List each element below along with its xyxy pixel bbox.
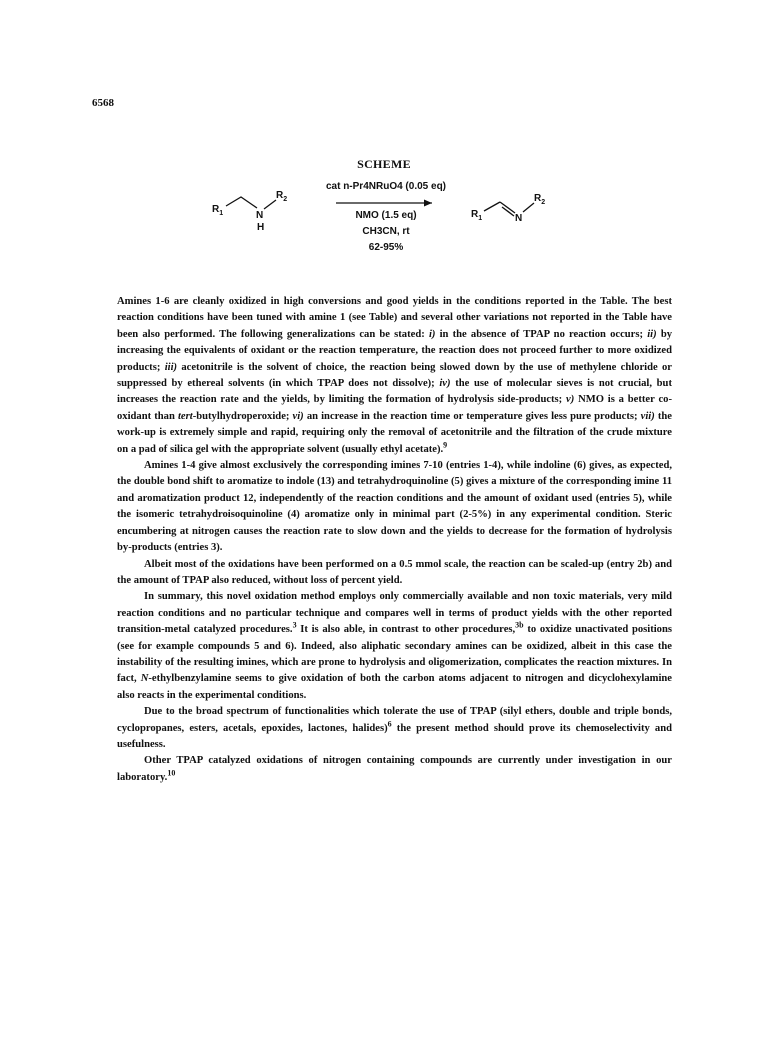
product-r1: $R_1$ <box>471 209 483 222</box>
text-span: acetonitrile is the solvent of choice, the reaction being slowed down by the use of methylene chloride or suppressed by ethereal solvents (in which TPAP does not dissolve); <box>117 361 672 390</box>
item-marker: iii) <box>164 361 178 373</box>
text-span: NMO is a better co-oxidant than <box>117 394 672 422</box>
text-span: the present method should prove its chemoselectivity and usefulness. <box>117 722 672 750</box>
italic-prefix: N <box>140 673 149 685</box>
reaction-arrowhead <box>424 200 432 207</box>
text-span: in the absence of TPAP no reaction occurs; <box>435 328 648 340</box>
condition-oxidant: NMO (1.5 eq) <box>355 210 417 221</box>
text-span: In summary, this novel oxidation method employs only commercially available and non toxic materials, very mild reaction conditions and no particular technique and compares well in terms of product yields with the other reported transition-metal catalyzed procedures. <box>117 591 672 636</box>
reactant-hydrogen: H <box>257 222 265 233</box>
text-span: -butylhydroperoxide; <box>192 410 293 422</box>
reference-marker: 6 <box>387 719 392 729</box>
paragraph-summary <box>117 589 672 704</box>
product-bond-right <box>523 203 534 212</box>
item-marker: i) <box>428 328 436 340</box>
item-marker: vii) <box>640 410 655 422</box>
paragraph-generalizations <box>117 294 672 458</box>
text-span: to oxidize unactivated positions (see for example compounds 5 and 6). Indeed, also aliphatic secondary amines can be oxidized, albeit in this case the instability of the resulting imines, which are prone to hydrolysis and oligomerization, complicates the reaction mixtures. In fact, <box>117 624 672 685</box>
text-span: by increasing the equivalents of oxidant or the reaction temperature, the reaction does not proceed further to more oxidized products; <box>117 328 673 373</box>
reaction-scheme <box>0 175 768 275</box>
reactant-nitrogen: N <box>256 210 264 221</box>
reference-marker: 3 <box>292 620 297 630</box>
item-marker: ii) <box>647 328 657 340</box>
reference-marker: 9 <box>443 440 448 450</box>
scheme-title: SCHEME <box>357 157 411 171</box>
item-marker: iv) <box>439 378 451 390</box>
paragraph-outlook <box>117 753 672 786</box>
item-marker: v) <box>566 394 575 406</box>
condition-solvent: CH3CN, rt <box>362 226 410 237</box>
reference-marker: 3b <box>515 620 524 630</box>
reactant-r2: $R_2$ <box>276 190 288 203</box>
reaction-scheme-drawing <box>0 175 768 275</box>
article-body <box>117 294 672 786</box>
reactant-bonds-left <box>226 197 257 208</box>
italic-prefix: tert <box>177 410 193 422</box>
reactant-bond-right <box>264 200 276 209</box>
item-marker: vi) <box>292 410 304 422</box>
text-span: Other TPAP catalyzed oxidations of nitrogen containing compounds are currently under investigation in our laboratory. <box>117 755 672 783</box>
reactant-r1: $R_1$ <box>212 204 224 217</box>
text-span: -ethylbenzylamine seems to give oxidation of both the carbon atoms adjacent to nitrogen and dicyclohexylamine also reacts in the experimental conditions. <box>117 673 672 701</box>
product-r2: $R_2$ <box>534 193 546 206</box>
condition-catalyst: cat n-Pr4NRuO4 (0.05 eq) <box>325 181 447 192</box>
paragraph-imine-results: Amines 1-4 give almost exclusively the corresponding imines 7-10 (entries 1-4), while indoline (6) gives, as expected, the double bond shift to aromatize to indole (13) and tetrahydroquinoline (5) gives a mixture of the corresponding imine 11 and aromatization product 12, independently of the reaction conditions and the amount of oxidant used (entries 5), while the isomeric tetrahydroisoquinoline (4) aromatize only in minimal part (2-5%) in any experimental condition. Steric encumbering at nitrogen causes the reaction rate to slow down and the yields to decrease for the formation of hydrolysis by-products (entries 3). <box>117 460 672 554</box>
text-span: an increase in the reaction time or temperature gives less pure products; <box>303 410 641 422</box>
condition-yield: 62-95% <box>368 242 404 253</box>
text-span: Amines 1-6 are cleanly oxidized in high conversions and good yields in the conditions reported in the Table. The best reaction conditions have been tuned with amine 1 (see Table) and several other variations not reported in the Table have been also performed. The following generalizations can be stated: <box>117 296 672 340</box>
product-nitrogen: N <box>515 213 523 224</box>
text-span: Due to the broad spectrum of functionalities which tolerate the use of TPAP (silyl ethers, double and triple bonds, cyclopropanes, esters, acetals, epoxides, lactones, halides) <box>117 706 672 734</box>
product-bond-left <box>484 202 500 211</box>
text-span: the work-up is extremely simple and rapid, requiring only the removal of acetonitrile and the filtration of the crude mixture on a pad of silica gel with the appropriate solvent (usually ethyl acetate). <box>117 410 672 455</box>
reference-marker: 10 <box>167 768 176 778</box>
text-span: the use of molecular sieves is not crucial, but increases the reaction rate and the yields, by limiting the formation of hydrolysis side-products; <box>117 378 672 406</box>
text-span: It is also able, in contrast to other procedures, <box>296 624 516 636</box>
paragraph-scale-up: Albeit most of the oxidations have been performed on a 0.5 mmol scale, the reaction can be scaled-up (entry 2b) and the amount of TPAP also reduced, without loss of percent yield. <box>117 558 672 586</box>
page-number: 6568 <box>92 97 114 109</box>
paragraph-chemoselectivity <box>117 704 672 753</box>
